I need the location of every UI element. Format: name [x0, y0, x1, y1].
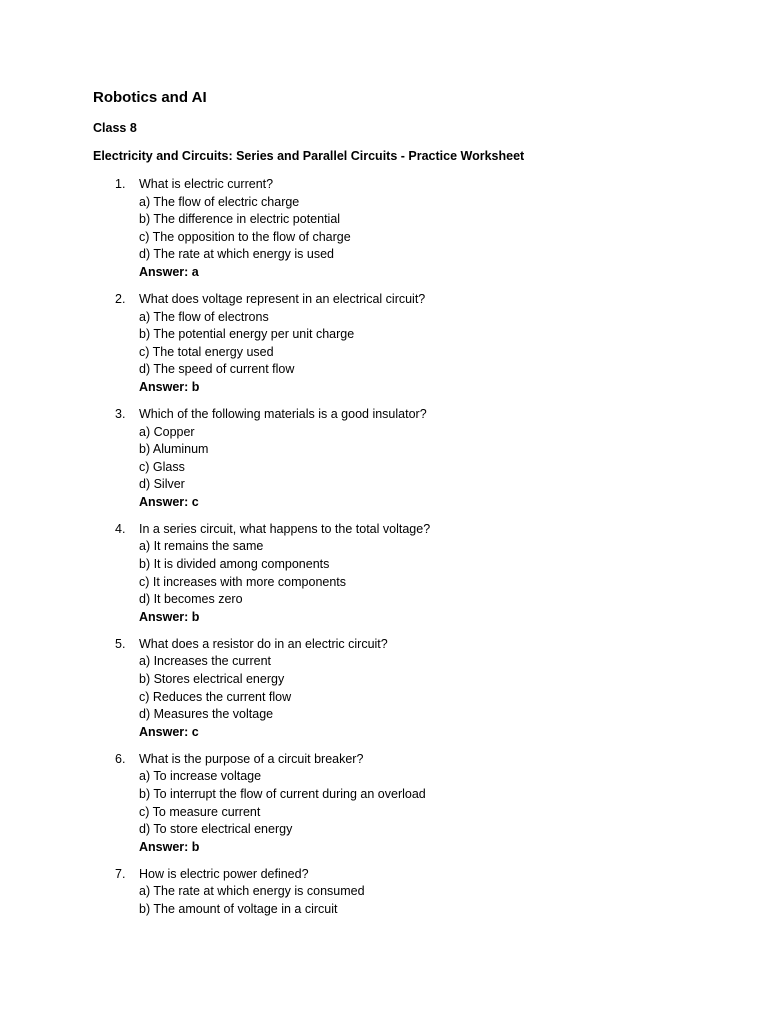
answer-key: Answer: a — [139, 264, 199, 279]
question-list — [93, 176, 733, 928]
answer-option: a) The flow of electric charge — [139, 194, 300, 209]
question-item — [93, 406, 733, 512]
answer-option: c) Glass — [139, 459, 185, 474]
answer-option: b) To interrupt the flow of current during an overload — [139, 786, 426, 801]
question-number: 7. — [115, 866, 126, 881]
answer-option: a) To increase voltage — [139, 769, 262, 784]
answer-option: d) To store electrical energy — [139, 822, 293, 837]
question-number: 4. — [115, 521, 126, 536]
question-item — [93, 636, 733, 742]
answer-option: a) Increases the current — [139, 654, 272, 669]
answer-option: c) The opposition to the flow of charge — [139, 229, 351, 244]
answer-option: c) To measure current — [139, 804, 261, 819]
question-item — [93, 866, 733, 919]
answer-key: Answer: c — [139, 494, 199, 509]
answer-option: c) The total energy used — [139, 344, 274, 359]
answer-option: c) Reduces the current flow — [139, 689, 292, 704]
answer-option: d) Silver — [139, 477, 185, 492]
question-item — [93, 521, 733, 627]
question-text: Which of the following materials is a good insulator? — [139, 406, 427, 421]
answer-option: c) It increases with more components — [139, 574, 347, 589]
question-text: What is electric current? — [139, 177, 274, 191]
answer-key: Answer: b — [139, 379, 200, 394]
question-number: 5. — [115, 636, 126, 651]
worksheet-title: Electricity and Circuits: Series and Parallel Circuits - Practice Worksheet — [93, 149, 525, 163]
answer-option: d) Measures the voltage — [139, 707, 274, 722]
question-number: 1. — [115, 177, 126, 191]
answer-option: b) Stores electrical energy — [139, 672, 285, 686]
answer-option: a) It remains the same — [139, 539, 264, 554]
answer-option: a) Copper — [139, 424, 195, 439]
answer-option: b) The potential energy per unit charge — [139, 327, 355, 342]
document-title: Robotics and AI — [93, 89, 207, 106]
question-text: What is the purpose of a circuit breaker? — [139, 751, 364, 766]
answer-option: a) The rate at which energy is consumed — [139, 884, 365, 899]
answer-key: Answer: b — [139, 609, 200, 624]
answer-option: b) Aluminum — [139, 442, 209, 457]
answer-option: a) The flow of electrons — [139, 309, 269, 324]
question-number: 3. — [115, 406, 126, 421]
question-item — [93, 176, 733, 282]
answer-option: b) The amount of voltage in a circuit — [139, 901, 338, 916]
question-item — [93, 751, 733, 857]
class-label: Class 8 — [93, 121, 137, 135]
question-text: What does voltage represent in an electrical circuit? — [139, 291, 426, 306]
question-number: 2. — [115, 291, 126, 306]
question-text: What does a resistor do in an electric circuit? — [139, 636, 388, 651]
question-item — [93, 291, 733, 397]
answer-option: d) The rate at which energy is used — [139, 247, 335, 262]
answer-option: d) The speed of current flow — [139, 362, 295, 377]
answer-option: b) It is divided among components — [139, 557, 330, 572]
answer-key: Answer: b — [139, 839, 200, 854]
answer-option: d) It becomes zero — [139, 592, 243, 607]
answer-key: Answer: c — [139, 724, 199, 739]
question-number: 6. — [115, 751, 126, 766]
question-text: In a series circuit, what happens to the total voltage? — [139, 521, 431, 536]
answer-option: b) The difference in electric potential — [139, 212, 341, 227]
question-text: How is electric power defined? — [139, 866, 309, 881]
